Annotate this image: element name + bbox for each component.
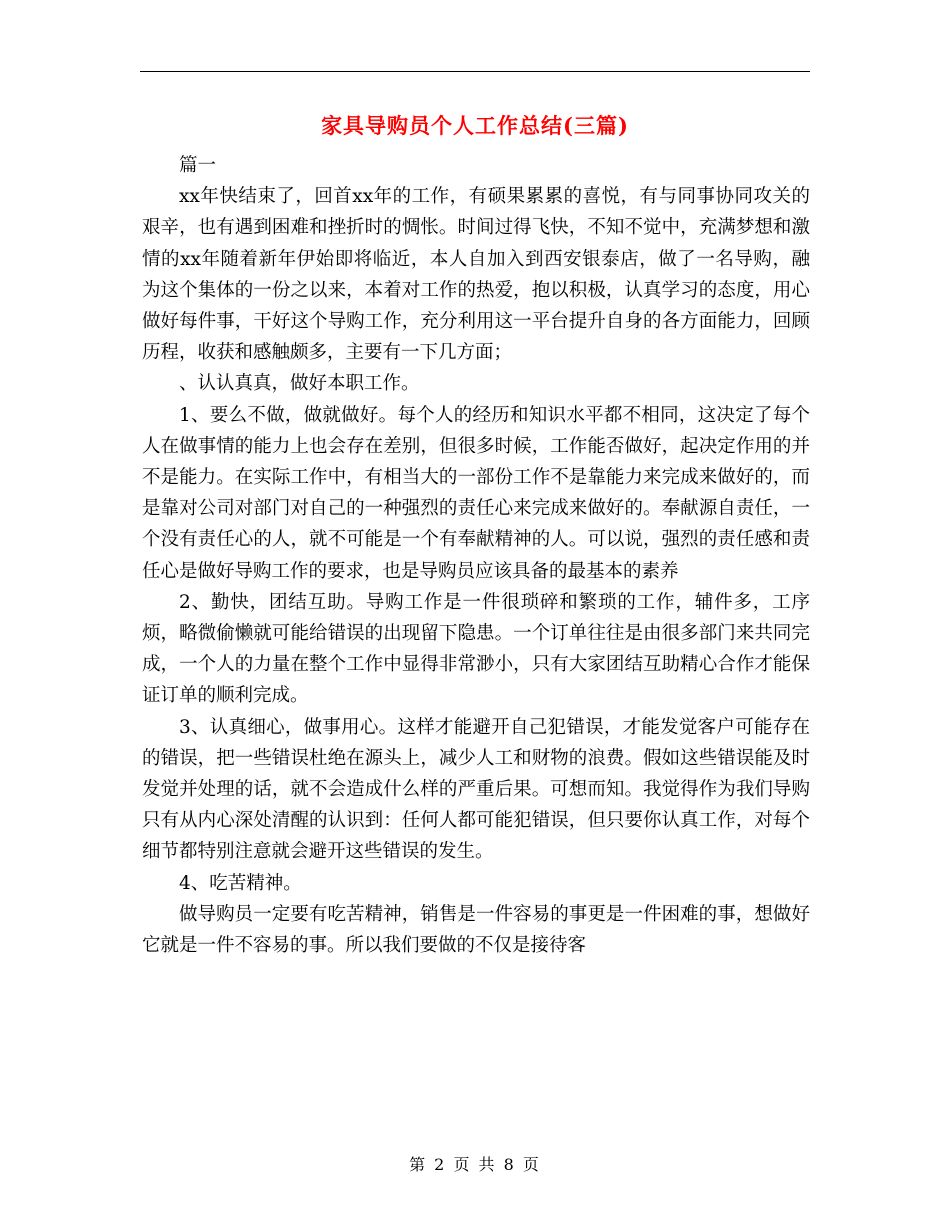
page-number-footer: 第 2 页 共 8 页 (409, 1155, 541, 1174)
paragraph: 2、勤快，团结互助。导购工作是一件很琐碎和繁琐的工作，辅件多，工序烦，略微偷懒就可能给错误的出现留下隐患。一个订单往往是由很多部门来共同完成，一个人的力量在整个工作中显得非常渺小，只有大家团结互助精心合作才能保证订单的顺利完成。 (142, 591, 810, 707)
subheading: 4、吃苦精神。 (179, 872, 302, 894)
paragraph: 做导购员一定要有吃苦精神，销售是一件容易的事更是一件困难的事，想做好它就是一件不容易的事。所以我们要做的不仅是接待客 (142, 903, 810, 957)
section-heading: 篇一 (179, 155, 217, 176)
paragraph: xx年快结束了，回首xx年的工作，有硕果累累的喜悦，有与同事协同攻关的艰辛，也有遇到困难和挫折时的惆怅。时间过得飞快，不知不觉中，充满梦想和激情的xx年随着新年伊始即将临近，本人自加入到西安银泰店，做了一名导购，融为这个集体的一份之以来，本着对工作的热爱，抱以积极，认真学习的态度，用心做好每件事，干好这个导购工作，充分利用这一平台提升自身的各方面能力，回顾历程，收获和感触颇多，主要有一下几方面； (142, 186, 810, 364)
document-body (142, 150, 810, 961)
header-rule (140, 71, 810, 72)
document-title: 家具导购员个人工作总结(三篇) (321, 113, 629, 138)
paragraph: 3、认真细心，做事用心。这样才能避开自己犯错误，才能发觉客户可能存在的错误，把一些错误杜绝在源头上，减少人工和财物的浪费。假如这些错误能及时发觉并处理的话，就不会造成什么样的严重后果。可想而知。我觉得作为我们导购只有从内心深处清醒的认识到：任何人都可能犯错误，但只要你认真工作，对每个细节都特别注意就会避开这些错误的发生。 (142, 716, 810, 863)
subheading: 、认认真真，做好本职工作。 (179, 373, 420, 395)
paragraph: 1、要么不做，做就做好。每个人的经历和知识水平都不相同，这决定了每个人在做事情的能力上也会存在差别，但很多时候，工作能否做好，起决定作用的并不是能力。在实际工作中，有相当大的一部份工作不是靠能力来完成来做好的，而是靠对公司对部门对自己的一种强烈的责任心来完成来做好的。奉献源自责任，一个没有责任心的人，就不可能是一个有奉献精神的人。可以说，强烈的责任感和责任心是做好导购工作的要求，也是导购员应该具备的最基本的素养 (142, 404, 810, 582)
